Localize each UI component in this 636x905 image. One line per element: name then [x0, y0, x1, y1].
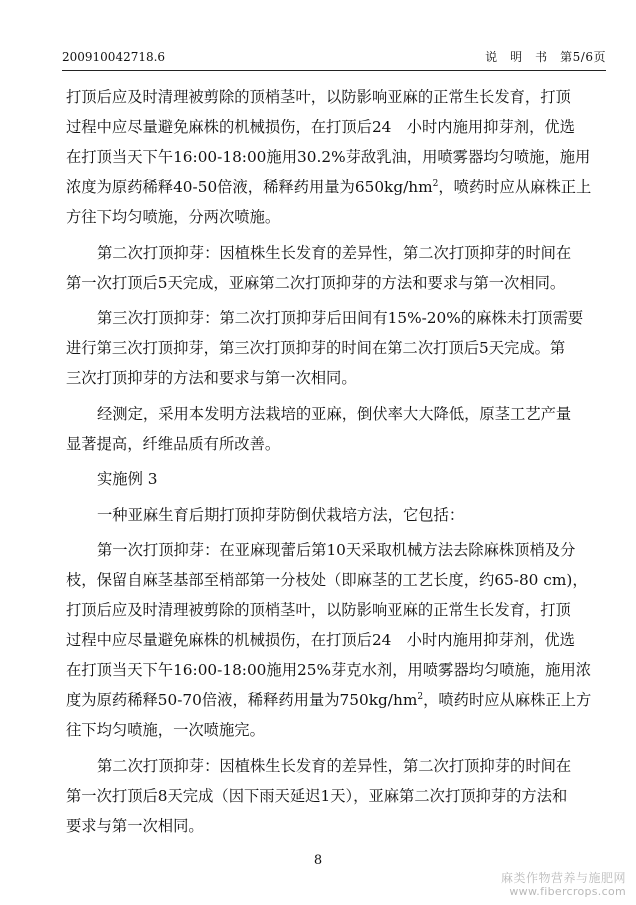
text-line: 在打顶当天下午16:00-18:00施用25%芽克水剂，用喷雾器均匀喷施，施用浓: [66, 661, 592, 679]
text-line: 第一次打顶后8天完成（因下雨天延迟1天），亚麻第二次打顶抑芽的方法和: [66, 786, 568, 805]
text-line: 在打顶当天下午16:00-18:00施用30.2%芽敌乳油，用喷雾器均匀喷施，施用: [66, 148, 591, 166]
text-segment: ，喷药时应从麻株正上: [438, 178, 592, 196]
page-header: [62, 46, 606, 68]
text-line: 过程中应尽量避免麻株的机械损伤，在打顶后24 小时内施用抑芽剂，优选: [66, 631, 575, 649]
document-type-label: 说 明 书: [485, 50, 548, 64]
superscript-exponent: 2: [417, 692, 424, 702]
paragraph-second-topping-example3: 第二次打顶抑芽：因植株生长发育的差异性，第二次打顶抑芽的时间在: [97, 756, 572, 775]
text-line: 第一次打顶后5天完成，亚麻第二次打顶抑芽的方法和要求与第一次相同。: [66, 273, 566, 292]
watermark: [501, 871, 626, 899]
text-segment: 度为原药稀释50-70倍液，稀释药用量为750kg/hm: [66, 691, 418, 709]
text-line: 显著提高，纤维品质有所改善。: [66, 434, 281, 453]
watermark-url: www.fibercrops.com: [509, 885, 626, 898]
paragraph-method-intro: 一种亚麻生育后期打顶抑芽防倒伏栽培方法，它包括：: [97, 505, 465, 524]
text-segment: 浓度为原药稀释40-50倍液，稀释药用量为650kg/hm: [66, 178, 433, 196]
page-indicator: 第5/6页: [560, 50, 606, 64]
example-3-heading: 实施例 3: [97, 470, 158, 488]
text-line: 方往下均匀喷施，分两次喷施。: [66, 208, 281, 226]
text-line: 往下均匀喷施，一次喷施完。: [66, 721, 265, 739]
paragraph-second-topping: 第二次打顶抑芽：因植株生长发育的差异性，第二次打顶抑芽的时间在: [97, 243, 572, 262]
paragraph-first-topping: 第一次打顶抑芽：在亚麻现蕾后第10天采取机械方法去除麻株顶梢及分: [97, 541, 576, 559]
header-doc-info: [485, 46, 606, 68]
text-line: 枝，保留自麻茎基部至梢部第一分枝处（即麻茎的工艺长度，约65-80 cm)，: [66, 571, 588, 589]
text-line: 打顶后应及时清理被剪除的顶梢茎叶，以防影响亚麻的正常生长发育，打顶: [66, 601, 571, 619]
text-line: 要求与第一次相同。: [66, 816, 204, 835]
text-line: [66, 685, 606, 715]
text-line: 三次打顶抑芽的方法和要求与第一次相同。: [66, 369, 357, 387]
watermark-site-name: 麻类作物营养与施肥网: [500, 871, 626, 885]
page-number: 8: [313, 853, 323, 868]
text-line: 过程中应尽量避免麻株的机械损伤，在打顶后24 小时内施用抑芽剂，优选: [66, 118, 575, 136]
text-line: 打顶后应及时清理被剪除的顶梢茎叶，以防影响亚麻的正常生长发育，打顶: [66, 88, 571, 106]
superscript-exponent: 2: [432, 179, 439, 189]
paragraph-results: 经测定，采用本发明方法栽培的亚麻，倒伏率大大降低，原茎工艺产量: [97, 404, 572, 423]
paragraph-third-topping: 第三次打顶抑芽：第二次打顶抑芽后田间有15%-20%的麻株未打顶需要: [97, 309, 584, 327]
text-line: 进行第三次打顶抑芽，第三次打顶抑芽的时间在第二次打顶后5天完成。第: [66, 339, 566, 357]
patent-application-number: 200910042718.6: [62, 50, 166, 64]
text-segment: ，喷药时应从麻株正上方: [423, 691, 592, 709]
text-line: [66, 172, 606, 202]
header-divider: [62, 70, 606, 71]
document-body: [66, 82, 606, 841]
